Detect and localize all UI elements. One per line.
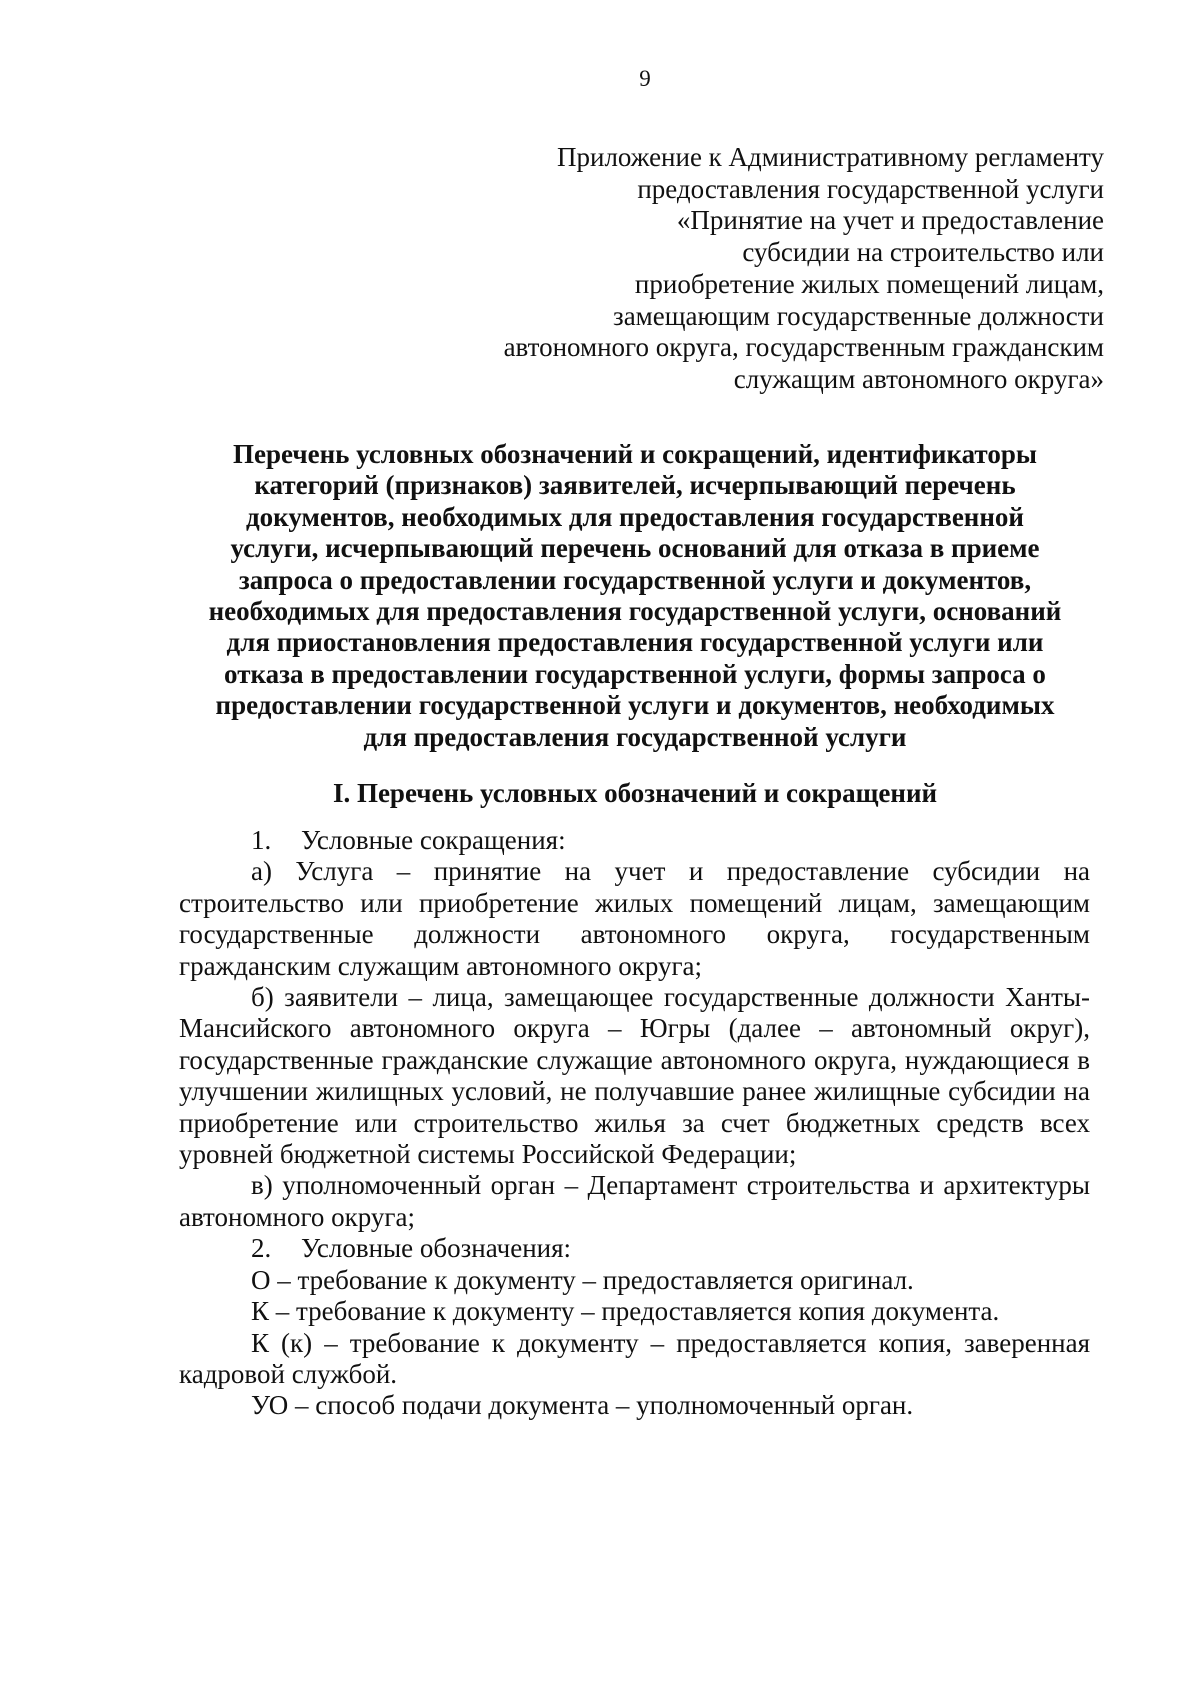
- title-line: для приостановления предоставления государственной услуги или: [226, 627, 1044, 658]
- list-label: Условные сокращения:: [301, 825, 566, 855]
- title-line: необходимых для предоставления государственной услуги, оснований: [208, 596, 1062, 627]
- definition-uo: УО – способ подачи документа – уполномоченный орган.: [251, 1390, 914, 1421]
- document-title: [175, 439, 1095, 753]
- appendix-line: Приложение к Административному регламенту: [557, 142, 1104, 172]
- list-item-2: [179, 1233, 1090, 1264]
- definition-k: К – требование к документу – предоставляется копия документа.: [251, 1296, 1000, 1327]
- section-heading: I. Перечень условных обозначений и сокращений: [332, 778, 938, 808]
- list-number: 2.: [251, 1233, 272, 1264]
- title-line: запроса о предоставлении государственной услуги и документов,: [238, 564, 1032, 595]
- appendix-line: «Принятие на учет и предоставление: [676, 205, 1104, 236]
- section-body: [179, 825, 1090, 1422]
- appendix-line: предоставления государственной услуги: [637, 173, 1104, 204]
- title-line: предоставлении государственной услуги и документов, необходимых: [215, 690, 1055, 721]
- paragraph-v: в) уполномоченный орган – Департамент строительства и архитектуры автономного округа;: [179, 1170, 1090, 1232]
- list-item-1: [179, 825, 1090, 856]
- title-line: услуги, исчерпывающий перечень оснований для отказа в приеме: [230, 533, 1040, 564]
- paragraph-b: б) заявители – лица, замещающее государственные должности Ханты-Мансийского автономного округа – Югры (далее – автономный округ), государственные гражданские служащие автономного округа, нуждающиеся в улучшении жилищных условий, не получавшие ранее жилищные субсидии на приобретение или строительство жилья за счет бюджетных средств всех уровней бюджетной системы Российской Федерации;: [179, 982, 1090, 1170]
- definition-o: О – требование к документу – предоставляется оригинал.: [251, 1264, 914, 1295]
- title-line: для предоставления государственной услуги: [363, 721, 907, 752]
- appendix-line: автономного округа, государственным гражданским: [503, 332, 1104, 363]
- list-number: 1.: [251, 825, 272, 855]
- appendix-line: замещающим государственные должности: [613, 300, 1104, 331]
- appendix-line: субсидии на строительство или: [742, 237, 1104, 268]
- definition-kk: К (к) – требование к документу – предоставляется копия, заверенная кадровой службой.: [179, 1327, 1090, 1389]
- appendix-line: приобретение жилых помещений лицам,: [634, 268, 1104, 299]
- appendix-header: [464, 142, 1104, 396]
- title-line: отказа в предоставлении государственной услуги, формы запроса о: [224, 658, 1046, 689]
- appendix-line: служащим автономного округа»: [733, 363, 1104, 394]
- list-label: Условные обозначения:: [301, 1233, 572, 1264]
- title-line: категорий (признаков) заявителей, исчерпывающий перечень: [254, 470, 1016, 501]
- page-number: 9: [639, 66, 651, 91]
- title-line: Перечень условных обозначений и сокращений, идентификаторы: [233, 439, 1037, 469]
- title-line: документов, необходимых для предоставления государственной: [246, 501, 1024, 532]
- paragraph-a: а) Услуга – принятие на учет и предоставление субсидии на строительство или приобретение жилых помещений лицам, замещающим государственные должности автономного округа, государственным гражданским служащим автономного округа;: [179, 856, 1090, 981]
